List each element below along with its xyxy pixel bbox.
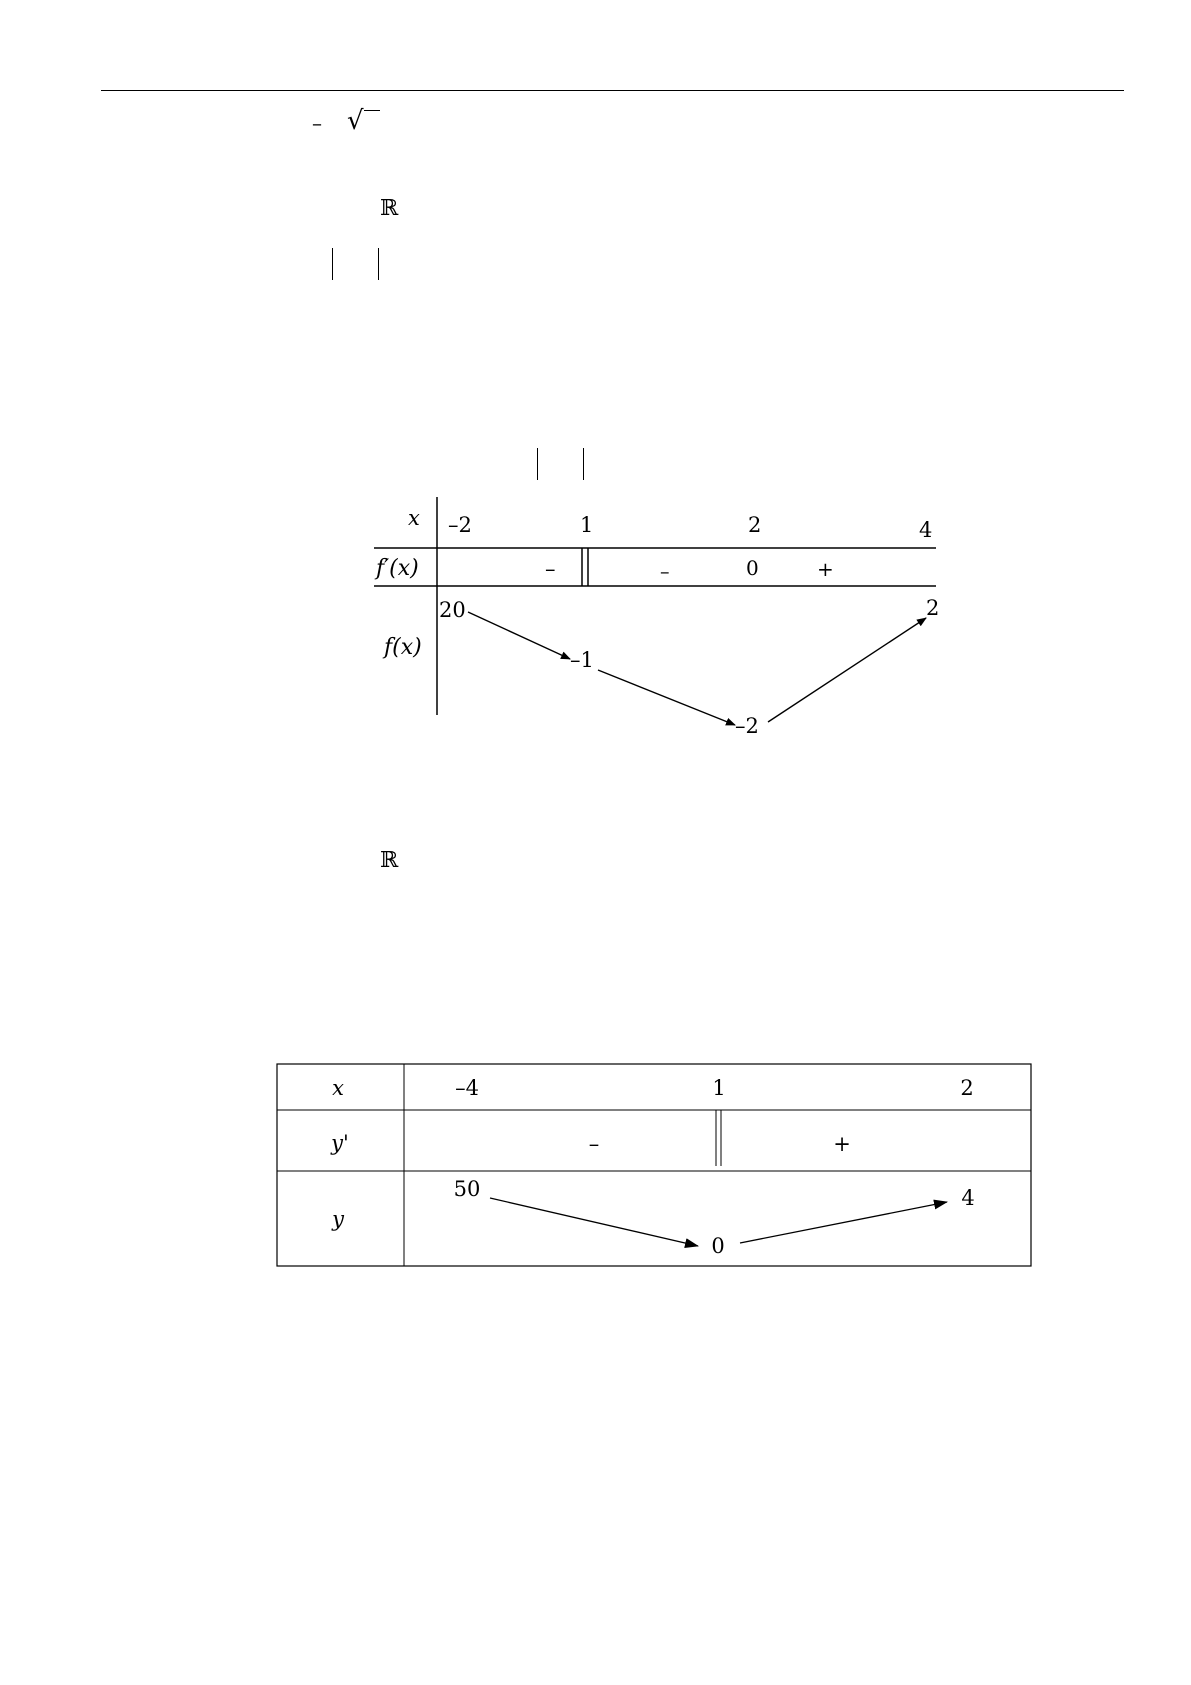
table1-arrow-increasing [768,618,926,722]
table2-label-yprime: y' [331,1131,349,1155]
table2-arrow-increasing [740,1202,947,1243]
table2-arrow-decreasing [490,1198,698,1246]
table2-sign: + [833,1132,851,1156]
table2-x-value: 1 [712,1076,726,1100]
variation-table-1 [0,0,1191,760]
table1-x-value: 1 [580,513,594,537]
table1-sign: 0 [746,556,759,580]
table1-sign: – [660,561,670,583]
table1-x-value: 4 [919,518,933,542]
table1-x-value: 2 [748,513,762,537]
variation-table-2 [0,1050,1191,1280]
table1-arrow-decreasing-2 [598,670,735,725]
reals-symbol-2: ℝ [380,848,399,873]
sqrt-fragment: √ [347,106,364,136]
reals-symbol-1: ℝ [380,196,399,221]
table1-f-value: 20 [439,598,466,622]
table2-x-value: 2 [960,1076,974,1100]
table1-label-fprime: f′(x) [376,556,419,581]
table2-label-x: x [332,1076,344,1100]
table1-arrow-decreasing-1 [468,612,570,659]
table1-label-f: f(x) [384,635,422,660]
table1-f-value: –2 [735,714,759,738]
table2-label-y: y [332,1207,344,1231]
table1-x-value: –2 [448,513,472,537]
table2-y-value: 0 [711,1234,725,1258]
table2-x-value: –4 [455,1076,479,1100]
table1-sign: – [545,557,556,581]
table2-sign: – [588,1132,600,1156]
table1-sign: + [817,557,834,581]
table2-y-value: 50 [453,1177,481,1201]
table2-y-value: 4 [961,1186,975,1210]
table1-f-value: 2 [926,596,940,620]
table1-f-value: –1 [570,648,594,672]
table1-label-x: x [408,506,420,530]
minus-fragment: – [312,111,322,135]
